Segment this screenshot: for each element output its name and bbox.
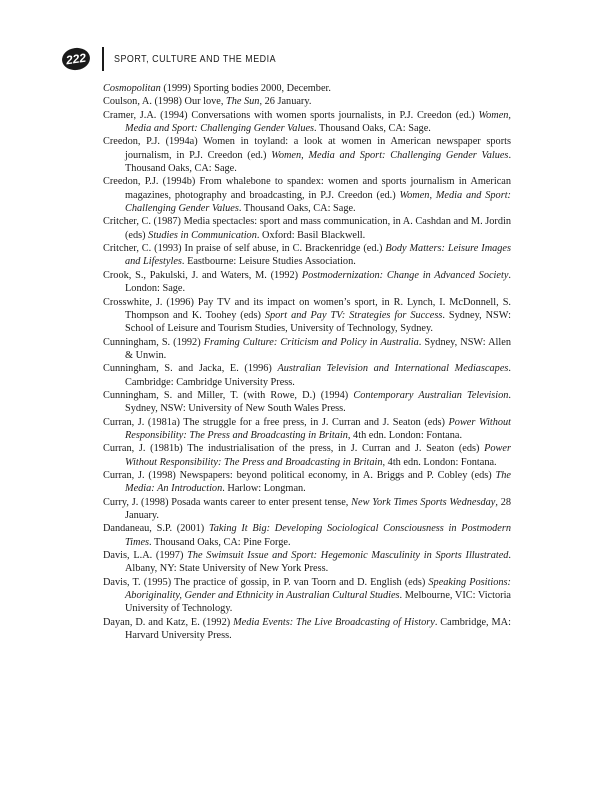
reference-text: Dandaneau, S.P. (2001) xyxy=(103,523,209,535)
reference-entry xyxy=(103,549,511,576)
reference-entry xyxy=(103,576,511,616)
reference-text: Davis, L.A. (1997) xyxy=(103,550,188,562)
reference-entry xyxy=(103,362,511,389)
reference-text: . Melbourne, VIC: Victoria University of Technology. xyxy=(125,590,512,615)
reference-text: (1999) Sporting bodies 2000, December. xyxy=(160,83,331,94)
reference-title: Women, Media and Sport: Challenging Gender Values xyxy=(125,109,511,135)
reference-text: . Sydney, NSW: Allen & Unwin. xyxy=(125,336,511,361)
reference-entry xyxy=(103,416,511,443)
reference-title: Power Without Responsibility: The Press and Broadcasting in Britain xyxy=(125,416,511,441)
reference-entry xyxy=(103,469,511,496)
reference-text: . Eastbourne: Leisure Studies Association. xyxy=(181,256,356,268)
reference-title: Framing Culture: Criticism and Policy in Australia xyxy=(203,336,419,348)
reference-text: Critcher, C. (1987) Media spectacles: sport and mass communication, in A. Cashdan and M. Jordin (eds) xyxy=(103,216,511,241)
reference-text: . Thousand Oaks, CA: Sage. xyxy=(238,203,356,215)
running-head: SPORT, CULTURE AND THE MEDIA xyxy=(114,53,277,65)
reference-text: . Harlow: Longman. xyxy=(222,483,306,495)
reference-text: , 4th edn. London: Fontana. xyxy=(382,456,497,468)
reference-entry xyxy=(103,269,511,296)
reference-title: Women, Media and Sport: Challenging Gender Values xyxy=(125,189,511,215)
reference-text: Creedon, P.J. (1994a) Women in toyland: a look at women in American newspaper sports journalism, in P.J. Creedon (ed.) xyxy=(103,136,511,161)
reference-title: The Media: An Introduction xyxy=(125,469,511,495)
reference-text: . Sydney, NSW: University of New South Wales Press. xyxy=(125,389,511,415)
reference-text: Crosswhite, J. (1996) Pay TV and its impact on women’s sport, in R. Lynch, I. McDonnell, S. Thompson and K. Toohey (eds) xyxy=(103,296,511,321)
reference-entry xyxy=(103,135,511,175)
reference-text: Curry, J. (1998) Posada wants career to enter present tense, xyxy=(103,496,352,508)
reference-entry xyxy=(103,496,511,523)
reference-entry xyxy=(103,616,511,643)
reference-title: Studies in Communication xyxy=(148,229,257,241)
reference-text: , 26 January. xyxy=(259,96,312,108)
reference-title: Postmodernization: Change in Advanced Society xyxy=(301,269,509,281)
reference-text: Curran, J. (1981a) The struggle for a free press, in J. Curran and J. Seaton (eds) xyxy=(103,416,449,428)
reference-entry xyxy=(103,442,511,469)
reference-text: , 4th edn. London: Fontana. xyxy=(347,429,463,441)
reference-entry xyxy=(103,215,511,242)
header-divider xyxy=(102,47,104,71)
reference-entry xyxy=(103,389,511,416)
reference-title: Power Without Responsibility: The Press and Broadcasting in Britain xyxy=(125,443,511,468)
reference-entry xyxy=(103,336,511,363)
reference-text: Cunningham, S. (1992) xyxy=(103,336,204,348)
reference-entry xyxy=(103,109,511,136)
page-number-badge: 222 xyxy=(61,46,92,72)
reference-text: . Cambridge: Cambridge University Press. xyxy=(125,363,511,388)
reference-title: Cosmopolitan xyxy=(103,83,161,94)
reference-text: . Oxford: Basil Blackwell. xyxy=(256,229,366,241)
reference-entry xyxy=(103,522,511,549)
reference-title: Speaking Positions: Aboriginality, Gender and Ethnicity in Australian Cultural Studies xyxy=(125,576,511,602)
reference-entry xyxy=(103,242,511,269)
reference-title: Taking It Big: Developing Sociological Consciousness in Postmodern Times xyxy=(125,523,511,548)
reference-text: Cramer, J.A. (1994) Conversations with women sports journalists, in P.J. Creedon (ed.) xyxy=(103,109,479,121)
reference-text: . Albany, NY: State University of New York Press. xyxy=(125,550,511,575)
reference-text: , 28 January. xyxy=(125,496,511,521)
reference-title: Media Events: The Live Broadcasting of History xyxy=(233,616,435,628)
reference-text: Cunningham, S. and Miller, T. (with Rowe, D.) (1994) xyxy=(103,389,354,401)
reference-title: Australian Television and International Mediascapes xyxy=(277,363,509,375)
reference-text: Coulson, A. (1998) Our love, xyxy=(103,96,226,108)
reference-text: Davis, T. (1995) The practice of gossip, in P. van Toorn and D. English (eds) xyxy=(103,576,429,588)
reference-title: Contemporary Australian Television xyxy=(353,389,509,401)
reference-title: Women, Media and Sport: Challenging Gender Values xyxy=(271,149,509,161)
reference-text: Critcher, C. (1993) In praise of self abuse, in C. Brackenridge (ed.) xyxy=(103,243,386,255)
reference-title: The Sun xyxy=(225,96,260,108)
reference-text: . Thousand Oaks, CA: Sage. xyxy=(125,149,512,175)
reference-text: Crook, S., Pakulski, J. and Waters, M. (1992) xyxy=(103,269,302,281)
reference-text: . Thousand Oaks, CA: Sage. xyxy=(314,123,431,135)
reference-text: Creedon, P.J. (1994b) From whalebone to spandex: women and sports journalism in American magazines, photography and broadcasting, in P.J. Creedon (ed.) xyxy=(103,176,511,201)
reference-title: New York Times Sports Wednesday xyxy=(351,496,496,508)
reference-entry xyxy=(103,95,511,108)
reference-text: Curran, J. (1981b) The industrialisation of the press, in J. Curran and J. Seaton (eds) xyxy=(103,443,485,455)
reference-text: Cunningham, S. and Jacka, E. (1996) xyxy=(103,363,278,375)
reference-title: Sport and Pay TV: Strategies for Success xyxy=(264,309,443,321)
reference-text: Dayan, D. and Katz, E. (1992) xyxy=(103,616,234,628)
reference-title: Body Matters: Leisure Images and Lifestyles xyxy=(125,243,512,268)
reference-list xyxy=(103,82,511,642)
reference-entry xyxy=(103,82,511,95)
reference-text: . Sydney, NSW: School of Leisure and Tourism Studies, University of Technology, Sydney. xyxy=(125,309,511,335)
reference-text: Curran, J. (1998) Newspapers: beyond political economy, in A. Briggs and P. Cobley (eds) xyxy=(103,469,496,481)
reference-entry xyxy=(103,175,511,215)
reference-text: . Cambridge, MA: Harvard University Press. xyxy=(125,616,511,642)
reference-text: . Thousand Oaks, CA: Pine Forge. xyxy=(149,536,291,548)
reference-title: The Swimsuit Issue and Sport: Hegemonic Masculinity in Sports Illustrated xyxy=(187,550,509,562)
reference-text: . London: Sage. xyxy=(125,269,511,295)
reference-entry xyxy=(103,296,511,336)
page-header xyxy=(62,46,305,72)
